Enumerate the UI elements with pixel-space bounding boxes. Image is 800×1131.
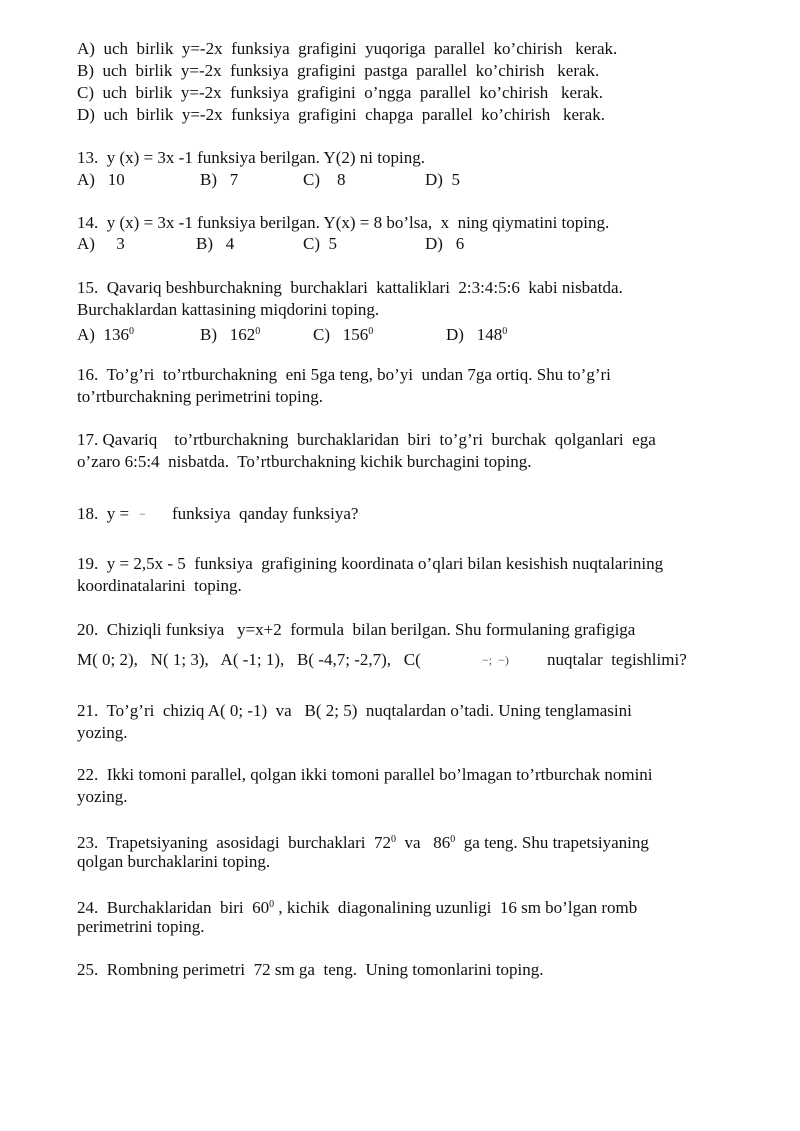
q18-suffix: funksiya qanday funksiya? <box>172 504 359 523</box>
q15-stem-line1: 15. Qavariq beshburchakning burchaklari kattaliklari 2:3:4:5:6 kabi nisbatda. <box>77 278 623 297</box>
option-a: A) uch birlik y=-2x funksiya grafigini yuqoriga parallel ko’chirish kerak. <box>77 39 618 58</box>
q24-line2: perimetrini toping. <box>77 917 205 936</box>
q14-option-c: C) 5 <box>303 234 337 253</box>
q20-points: M( 0; 2), N( 1; 3), A( -1; 1), B( -4,7; -2,7), C( <box>77 650 421 669</box>
q15-option-d: D) $148^0$ <box>446 325 508 344</box>
q16-line1: 16. To’g’ri to’rtburchakning eni 5ga teng, bo’yi undan 7ga ortiq. Shu to’g’ri <box>77 365 611 384</box>
q15-option-a: A) $136^0$ <box>77 325 134 344</box>
q14-option-a: A) 3 <box>77 234 125 253</box>
q13-stem: 13. y (x) = 3x -1 funksiya berilgan. Y(2) ni toping. <box>77 148 425 167</box>
q13-option-b: B) 7 <box>200 170 239 189</box>
q15-option-b: B) $162^0$ <box>200 325 261 344</box>
q23-line2: qolgan burchaklarini toping. <box>77 852 271 871</box>
q14-option-d: D) 6 <box>425 234 465 253</box>
option-d: D) uch birlik y=-2x funksiya grafigini chapga parallel ko’chirish kerak. <box>77 105 605 124</box>
q15-stem-line2: Burchaklardan kattasining miqdorini toping. <box>77 300 380 319</box>
q16-line2: to’rtburchakning perimetrini toping. <box>77 387 323 406</box>
q13-option-a: A) 10 <box>77 170 125 189</box>
q18-fraction: − <box>139 507 146 521</box>
q25-line: 25. Rombning perimetri 72 sm ga teng. Uning tomonlarini toping. <box>77 960 544 979</box>
q21-line2: yozing. <box>77 723 128 742</box>
q14-option-b: B) 4 <box>196 234 235 253</box>
q19-line2: koordinatalarini toping. <box>77 576 242 595</box>
q22-line1: 22. Ikki tomoni parallel, qolgan ikki tomoni parallel bo’lmagan to’rtburchak nomini <box>77 765 653 784</box>
q15-option-c: C) $156^0$ <box>313 325 374 344</box>
q17-line1: 17. Qavariq to’rtburchakning burchaklaridan biri to’g’ri burchak qolganlari ega <box>77 430 656 449</box>
option-b: B) uch birlik y=-2x funksiya grafigini pastga parallel ko’chirish kerak. <box>77 61 600 80</box>
q13-option-c: C) 8 <box>303 170 346 189</box>
q20-line1: 20. Chiziqli funksiya y=x+2 formula bilan berilgan. Shu formulaning grafigiga <box>77 620 636 639</box>
q13-option-d: D) 5 <box>425 170 460 189</box>
q21-line1: 21. To’g’ri chiziq A( 0; -1) va B( 2; 5) nuqtalardan o’tadi. Uning tenglamasini <box>77 701 632 720</box>
q20-tail: nuqtalar tegishlimi? <box>547 650 687 669</box>
q19-line1: 19. y = 2,5x - 5 funksiya grafigining koordinata o’qlari bilan kesishish nuqtalarining <box>77 554 664 573</box>
q20-point-c-inner: −; −) <box>482 653 509 667</box>
q14-stem: 14. y (x) = 3x -1 funksiya berilgan. Y(x) = 8 bo’lsa, x ning qiymatini toping. <box>77 213 610 232</box>
option-c: C) uch birlik y=-2x funksiya grafigini o’ngga parallel ko’chirish kerak. <box>77 83 604 102</box>
q23-line1: 23. Trapetsiyaning asosidagi burchaklari $72^0$ va $86^0$ ga teng. Shu trapetsiyaning <box>77 833 649 852</box>
q24-line1: 24. Burchaklaridan biri $60^0$ , kichik diagonalining uzunligi 16 sm bo’lgan romb <box>77 898 638 917</box>
q18-prefix: 18. y = <box>77 504 134 523</box>
q17-line2: o’zaro 6:5:4 nisbatda. To’rtburchakning kichik burchagini toping. <box>77 452 532 471</box>
q22-line2: yozing. <box>77 787 128 806</box>
